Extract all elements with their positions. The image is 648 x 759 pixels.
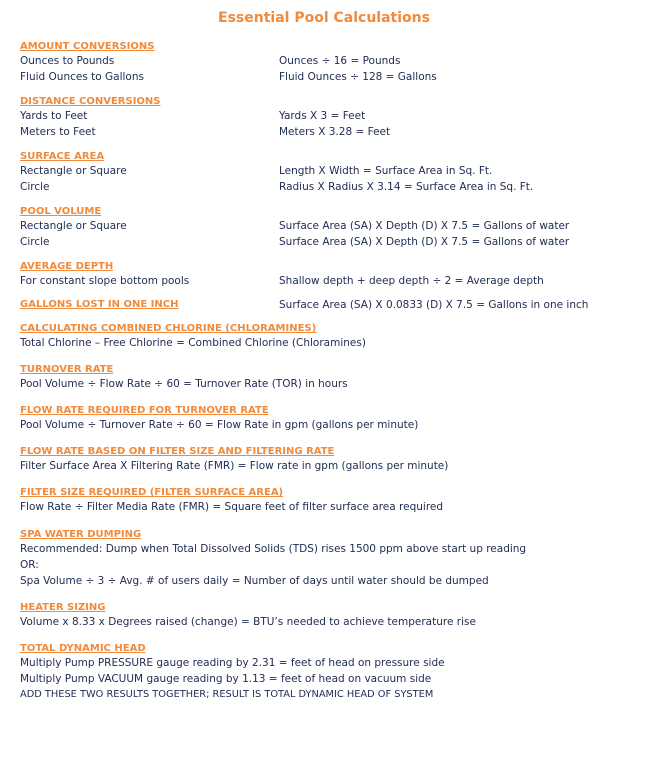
calc-label: Ounces to Pounds: [20, 55, 115, 67]
section-heading: CALCULATING COMBINED CHLORINE (CHLORAMINES): [20, 323, 317, 334]
section-heading: TOTAL DYNAMIC HEAD: [20, 643, 146, 654]
calc-formula: OR:: [20, 559, 39, 571]
section-heading: DISTANCE CONVERSIONS: [20, 96, 161, 107]
calc-row: [20, 53, 630, 69]
section-heater-sizing: [20, 601, 630, 630]
calc-label: Yards to Feet: [20, 110, 88, 122]
section-distance-conversions: [20, 95, 630, 140]
section-heading: GALLONS LOST IN ONE INCH: [20, 299, 179, 310]
calc-row: [20, 297, 630, 313]
calc-formula: Surface Area (SA) X Depth (D) X 7.5 = Gallons of water: [279, 236, 570, 248]
section-combined-chlorine: [20, 322, 630, 351]
section-pool-volume: [20, 205, 630, 250]
calc-label: Rectangle or Square: [20, 165, 127, 177]
section-average-depth: [20, 260, 630, 289]
calc-formula: Flow Rate ÷ Filter Media Rate (FMR) = Square feet of filter surface area required: [20, 501, 444, 513]
calc-formula: Volume x 8.33 x Degrees raised (change) = BTU’s needed to achieve temperature rise: [20, 616, 476, 628]
section-spa-water-dumping: [20, 528, 630, 589]
calc-formula: Ounces ÷ 16 = Pounds: [279, 55, 401, 67]
calculations-list: [20, 40, 630, 703]
calc-formula: Radius X Radius X 3.14 = Surface Area in Sq. Ft.: [279, 181, 534, 193]
calc-row: [20, 108, 630, 124]
calc-formula: Filter Surface Area X Filtering Rate (FMR) = Flow rate in gpm (gallons per minute): [20, 460, 449, 472]
section-filter-size: [20, 486, 630, 515]
calc-label: Circle: [20, 181, 50, 193]
calc-row: [20, 273, 630, 289]
section-gallons-lost: [20, 297, 630, 313]
calc-row: [20, 218, 630, 234]
calc-formula: Recommended: Dump when Total Dissolved Solids (TDS) rises 1500 ppm above start up reading: [20, 543, 527, 555]
calc-label: Circle: [20, 236, 50, 248]
section-turnover-rate: [20, 363, 630, 392]
calc-row: [20, 179, 630, 195]
calc-row: [20, 124, 630, 140]
calc-formula: Surface Area (SA) X 0.0833 (D) X 7.5 = Gallons in one inch: [279, 299, 589, 311]
calc-formula: Multiply Pump VACUUM gauge reading by 1.13 = feet of head on vacuum side: [20, 673, 432, 685]
page-title: Essential Pool Calculations: [218, 10, 430, 26]
calc-row: [20, 163, 630, 179]
section-heading: AVERAGE DEPTH: [20, 261, 114, 272]
section-heading: SPA WATER DUMPING: [20, 529, 142, 540]
calc-row: [20, 69, 630, 85]
calc-label: For constant slope bottom pools: [20, 275, 190, 287]
section-heading: TURNOVER RATE: [20, 364, 114, 375]
calc-formula: Yards X 3 = Feet: [279, 110, 366, 122]
section-heading: SURFACE AREA: [20, 151, 105, 162]
calc-formula: Spa Volume ÷ 3 ÷ Avg. # of users daily = Number of days until water should be dumped: [20, 575, 489, 587]
section-heading: FLOW RATE REQUIRED FOR TURNOVER RATE: [20, 405, 269, 416]
calc-formula: Length X Width = Surface Area in Sq. Ft.: [279, 165, 493, 177]
calc-label: Rectangle or Square: [20, 220, 127, 232]
section-total-dynamic-head: [20, 642, 630, 703]
calc-formula: ADD THESE TWO RESULTS TOGETHER; RESULT IS TOTAL DYNAMIC HEAD OF SYSTEM: [20, 689, 434, 700]
calc-row: [20, 234, 630, 250]
section-amount-conversions: [20, 40, 630, 85]
section-heading: FLOW RATE BASED ON FILTER SIZE AND FILTERING RATE: [20, 446, 335, 457]
calc-formula: Pool Volume ÷ Flow Rate ÷ 60 = Turnover Rate (TOR) in hours: [20, 378, 348, 390]
calc-formula: Fluid Ounces ÷ 128 = Gallons: [279, 71, 437, 83]
section-surface-area: [20, 150, 630, 195]
section-flow-rate-turnover: [20, 404, 630, 433]
section-heading: FILTER SIZE REQUIRED (FILTER SURFACE AREA): [20, 487, 284, 498]
calc-formula: Surface Area (SA) X Depth (D) X 7.5 = Gallons of water: [279, 220, 570, 232]
calc-formula: Pool Volume ÷ Turnover Rate ÷ 60 = Flow Rate in gpm (gallons per minute): [20, 419, 419, 431]
calc-formula: Meters X 3.28 = Feet: [279, 126, 391, 138]
calc-label: Meters to Feet: [20, 126, 96, 138]
section-heading: AMOUNT CONVERSIONS: [20, 41, 155, 52]
section-flow-rate-filter: [20, 445, 630, 474]
calc-formula: Multiply Pump PRESSURE gauge reading by 2.31 = feet of head on pressure side: [20, 657, 445, 669]
section-heading: POOL VOLUME: [20, 206, 102, 217]
calc-formula: Shallow depth + deep depth ÷ 2 = Average depth: [279, 275, 544, 287]
calc-label: Fluid Ounces to Gallons: [20, 71, 144, 83]
section-heading: HEATER SIZING: [20, 602, 106, 613]
calc-formula: Total Chlorine – Free Chlorine = Combined Chlorine (Chloramines): [20, 337, 366, 349]
